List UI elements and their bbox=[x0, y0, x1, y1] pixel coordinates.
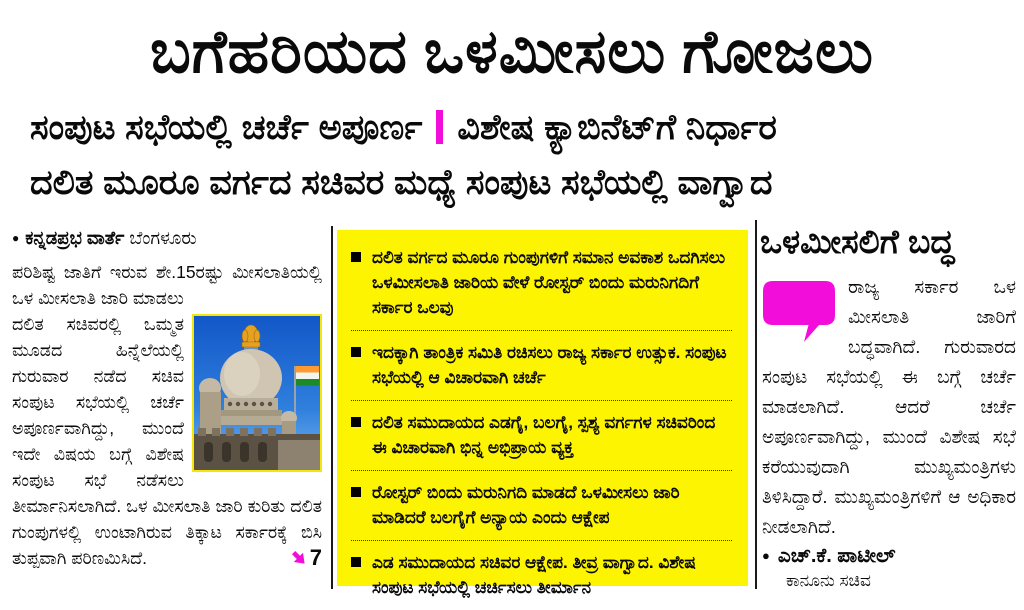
quote-heading: ಒಳಮೀಸಲಿಗೆ ಬದ್ಧ bbox=[760, 223, 955, 260]
byline bbox=[12, 226, 322, 250]
bullet-text: ರೋಸ್ಟರ್ ಬಿಂದು ಮರುನಿಗದಿ ಮಾಡದೆ ಒಳಮೀಸಲು ಜಾರಿ ಮಾಡಿದರೆ ಬಲಗೈಗೆ ಅನ್ಯಾಯ ಎಂದು ಆಕ್ಷೇಪ bbox=[372, 483, 680, 527]
column-divider-right bbox=[755, 220, 757, 589]
bullet-text: ದಲಿತ ಸಮುದಾಯದ ಎಡಗೈ, ಬಲಗೈ, ಸ್ಪಶ್ಯ ವರ್ಗಗಳ ಸಚಿವರಿಂದ ಈ ವಿಚಾರವಾಗಿ ಭಿನ್ನ ಅಭಿಪ್ರಾಯ ವ್ಯಕ್ತ bbox=[372, 413, 716, 457]
bullet-text: ದಲಿತ ವರ್ಗದ ಮೂರೂ ಗುಂಪುಗಳಿಗೆ ಸಮಾನ ಅವಕಾಶ ಒದಗಿಸಲು ಒಳಮೀಸಲಾತಿ ಜಾರಿಯ ವೇಳೆ ರೋಸ್ಟರ್ ಬಿಂದು ಮರುನಿಗದಿಗೆ ಸರ್ಕಾರ ಒಲವು bbox=[372, 248, 726, 317]
highlight-bullet bbox=[351, 540, 732, 610]
quote-text: ರಾಜ್ಯ ಸರ್ಕಾರ ಒಳ ಮೀಸಲಾತಿ ಜಾರಿಗೆ ಬದ್ಧವಾಗಿದೆ. ಗುರುವಾರದ ಸಂಪುಟ ಸಭೆಯಲ್ಲಿ ಈ ಬಗ್ಗೆ ಚರ್ಚೆ ಮಾಡಲಾಗಿದೆ. ಆದರೆ ಚರ್ಚೆ ಅಪೂರ್ಣವಾಗಿದ್ದು, ಮುಂದೆ ವಿಶೇಷ ಸಭೆ ಕರೆಯುವುದಾಗಿ ಮುಖ್ಯಮಂತ್ರಿಗಳು ತಿಳಿಸಿದ್ದಾರೆ. ಮುಖ್ಯಮಂತ್ರಿಗಳಿಗೆ ಆ ಅಧಿಕಾರ ನೀಡಲಾಗಿದೆ. bbox=[762, 276, 1016, 537]
subheadline-line1 bbox=[30, 102, 1004, 154]
bullet-text: ಇದಕ್ಕಾಗಿ ತಾಂತ್ರಿಕ ಸಮಿತಿ ರಚಿಸಲು ರಾಜ್ಯ ಸರ್ಕಾರ ಉತ್ಸುಕ. ಸಂಪುಟ ಸಭೆಯಲ್ಲಿ ಆ ವಿಚಾರವಾಗಿ ಚರ್ಚೆ bbox=[372, 343, 727, 387]
highlight-bullet bbox=[351, 470, 732, 540]
speech-bubble-icon bbox=[762, 280, 836, 344]
body-paragraph-wrap bbox=[12, 311, 322, 571]
vidhana-soudha-photo bbox=[192, 314, 322, 472]
vidhana-soudha-illustration bbox=[194, 316, 320, 470]
page-jump-reference bbox=[292, 545, 322, 571]
byline-place: ಬೆಂಗಳೂರು bbox=[129, 228, 197, 248]
bullet-square-icon bbox=[351, 252, 361, 262]
byline-bullet-icon: ● bbox=[12, 231, 20, 245]
separator-bar bbox=[436, 110, 443, 144]
attribution-name-line bbox=[762, 543, 1016, 569]
bullet-square-icon bbox=[351, 347, 361, 357]
quote-attribution bbox=[762, 543, 1016, 593]
page-jump-number: 7 bbox=[309, 545, 322, 570]
attribution-name: ಎಚ್.ಕೆ. ಪಾಟೀಲ್ bbox=[777, 545, 896, 567]
subheadline-line2: ದಲಿತ ಮೂರೂ ವರ್ಗದ ಸಚಿವರ ಮಧ್ಯೆ ಸಂಪುಟ ಸಭೆಯಲ್ಲಿ ವಾಗ್ವಾದ bbox=[30, 163, 773, 202]
quote-block bbox=[762, 272, 1016, 542]
bullet-square-icon bbox=[351, 557, 361, 567]
attribution-title: ಕಾನೂನು ಸಚಿವ bbox=[786, 571, 871, 590]
bullet-square-icon bbox=[351, 487, 361, 497]
column-divider-left bbox=[331, 226, 333, 589]
subheadline-part2: ವಿಶೇಷ ಕ್ಯಾಬಿನೆಟ್‌ಗೆ ನಿರ್ಧಾರ bbox=[457, 108, 777, 147]
left-column bbox=[12, 226, 322, 571]
highlight-bullet bbox=[351, 400, 732, 470]
body-paragraph-text: ದಲಿತ ಸಚಿವರಲ್ಲಿ ಒಮ್ಮತ ಮೂಡದ ಹಿನ್ನೆಲೆಯಲ್ಲಿ ಗುರುವಾರ ನಡೆದ ಸಚಿವ ಸಂಪುಟ ಸಭೆಯಲ್ಲಿ ಚರ್ಚೆ ಅಪೂರ್ಣವಾಗಿದ್ದು, ಮುಂದೆ ಇದೇ ವಿಷಯ ಬಗ್ಗೆ ವಿಶೇಷ ಸಂಪುಟ ಸಭೆ ನಡೆಸಲು ತೀರ್ಮಾನಿಸಲಾಗಿದೆ. ಒಳ ಮೀಸಲಾತಿ ಜಾರಿ ಕುರಿತು ದಲಿತ ಗುಂಪುಗಳಲ್ಲಿ ಉಂಟಾಗಿರುವ ತಿಕ್ಕಾಟ ಸರ್ಕಾರಕ್ಕೆ ಬಿಸಿ ತುಪ್ಪವಾಗಿ ಪರಿಣಮಿಸಿದೆ. bbox=[12, 314, 322, 568]
highlight-points-box bbox=[337, 230, 748, 597]
bullet-square-icon bbox=[351, 417, 361, 427]
body-paragraph-intro: ಪರಿಶಿಷ್ಟ ಜಾತಿಗೆ ಇರುವ ಶೇ.15ರಷ್ಟು ಮೀಸಲಾತಿಯಲ್ಲಿ ಒಳ ಮೀಸಲಾತಿ ಜಾರಿ ಮಾಡಲು bbox=[12, 262, 322, 308]
highlight-bullet bbox=[351, 330, 732, 400]
highlight-bullet bbox=[351, 236, 732, 330]
attribution-bullet-icon: ● bbox=[762, 548, 770, 563]
subheadline-part1: ಸಂಪುಟ ಸಭೆಯಲ್ಲಿ ಚರ್ಚೆ ಅಪೂರ್ಣ bbox=[30, 108, 423, 147]
bullet-text: ಎಡ ಸಮುದಾಯದ ಸಚಿವರ ಆಕ್ಷೇಪ. ತೀವ್ರ ವಾಗ್ವಾದ. ವಿಶೇಷ ಸಂಪುಟ ಸಭೆಯಲ್ಲಿ ಚರ್ಚಿಸಲು ತೀರ್ಮಾನ bbox=[372, 553, 696, 597]
main-headline: ಬಗೆಹರಿಯದ ಒಳಮೀಸಲು ಗೋಜಲು bbox=[150, 19, 874, 85]
byline-source: ಕನ್ನಡಪ್ರಭ ವಾರ್ತೆ bbox=[25, 228, 125, 248]
jump-arrow-icon bbox=[292, 551, 307, 566]
